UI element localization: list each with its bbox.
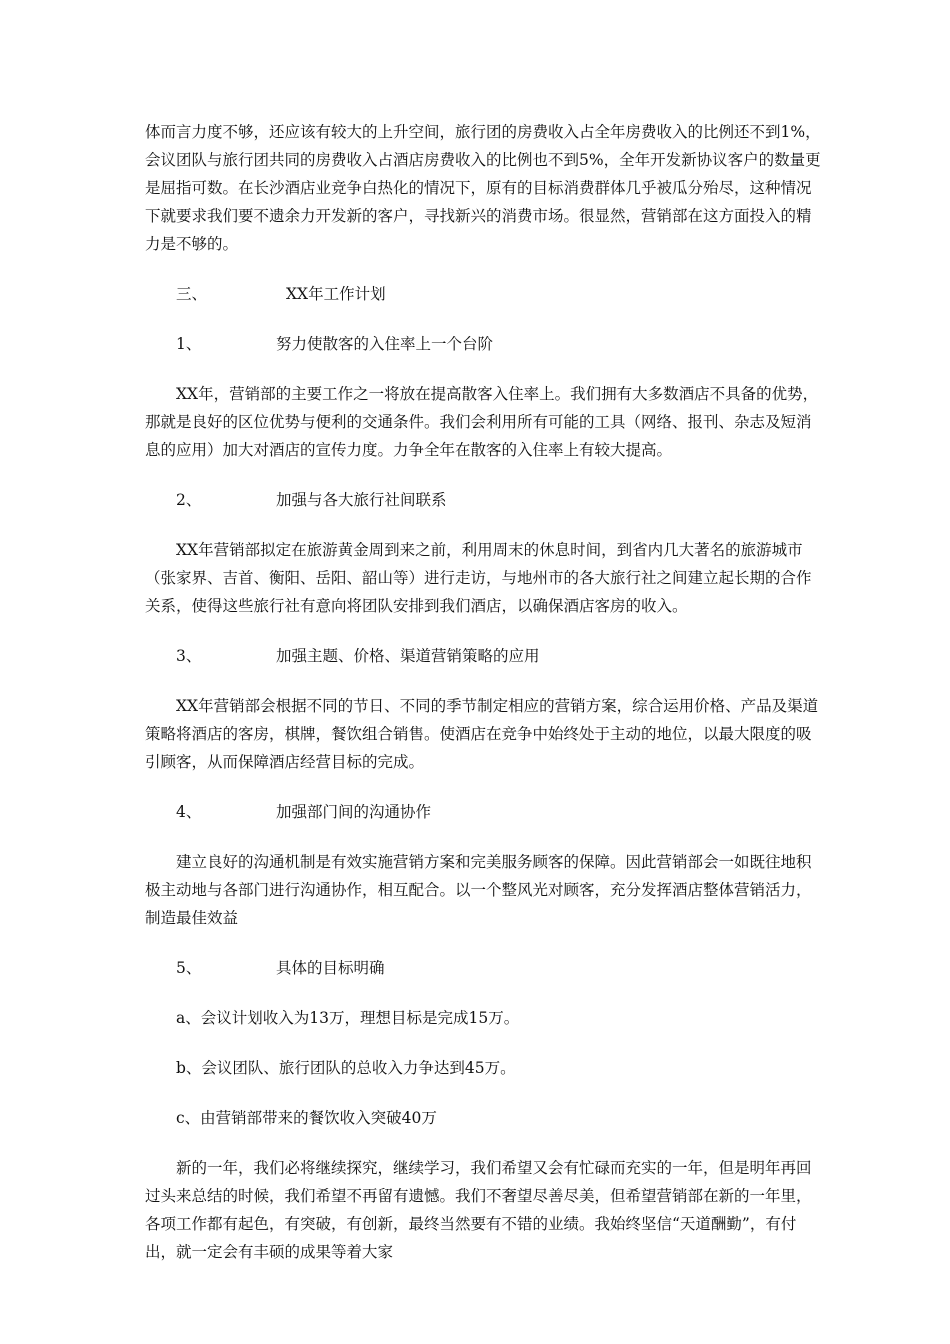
subheading-number: 2、 (176, 491, 202, 509)
list-item-c: c、由营销部带来的餐饮收入突破40万 (176, 1109, 437, 1127)
paragraph-closing: 新的一年，我们必将继续探究，继续学习，我们希望又会有忙碌而充实的一年，但是明年再回过头来总结的时候，我们希望不再留有遗憾。我们不奢望尽善尽美，但希望营销部在新的一年里，各项工作都有起色，有突破，有创新，最终当然要有不错的业绩。我始终坚信“天道酬勤”，有付出，就一定会有丰硕的成果等着大家 (145, 1159, 812, 1261)
subheading-title: 努力使散客的入住率上一个台阶 (276, 335, 494, 353)
subheading-number: 5、 (176, 959, 202, 977)
document-page (145, 118, 825, 1266)
section-heading-3 (145, 280, 825, 308)
list-item-a: a、会议计划收入为13万，理想目标是完成15万。 (176, 1009, 520, 1027)
paragraph-2: XX年营销部拟定在旅游黄金周到来之前，利用周末的休息时间，到省内几大著名的旅游城市（张家界、吉首、衡阳、岳阳、韶山等）进行走访，与地州市的各大旅行社之间建立起长期的合作关系，使得这些旅行社有意向将团队安排到我们酒店，以确保酒店客房的收入。 (145, 541, 812, 615)
subheading-title: 加强与各大旅行社间联系 (276, 491, 447, 509)
subheading-title: 加强主题、价格、渠道营销策略的应用 (276, 647, 540, 665)
subheading-title: 具体的目标明确 (276, 959, 385, 977)
subheading-5 (145, 954, 825, 982)
paragraph-1: XX年，营销部的主要工作之一将放在提高散客入住率上。我们拥有大多数酒店不具备的优势，那就是良好的区位优势与便利的交通条件。我们会利用所有可能的工具（网络、报刊、杂志及短消息的应用）加大对酒店的宣传力度。力争全年在散客的入住率上有较大提高。 (145, 385, 819, 459)
subheading-2 (145, 486, 825, 514)
section-title: XX年工作计划 (286, 285, 386, 303)
subheading-number: 4、 (176, 803, 202, 821)
subheading-title: 加强部门间的沟通协作 (276, 803, 432, 821)
paragraph-3: XX年营销部会根据不同的节日、不同的季节制定相应的营销方案，综合运用价格、产品及渠道策略将酒店的客房，棋牌，餐饮组合销售。使酒店在竞争中始终处于主动的地位，以最大限度的吸引顾客，从而保障酒店经营目标的完成。 (145, 697, 819, 771)
subheading-1 (145, 330, 825, 358)
paragraph-4: 建立良好的沟通机制是有效实施营销方案和完美服务顾客的保障。因此营销部会一如既往地积极主动地与各部门进行沟通协作，相互配合。以一个整风光对顾客，充分发挥酒店整体营销活力，制造最佳效益 (145, 853, 812, 927)
subheading-number: 3、 (176, 647, 202, 665)
subheading-4 (145, 798, 825, 826)
subheading-3 (145, 642, 825, 670)
section-number: 三、 (176, 285, 208, 303)
paragraph-intro: 体而言力度不够，还应该有较大的上升空间，旅行团的房费收入占全年房费收入的比例还不到1%，会议团队与旅行团共同的房费收入占酒店房费收入的比例也不到5%，全年开发新协议客户的数量更是屈指可数。在长沙酒店业竞争白热化的情况下，原有的目标消费群体几乎被瓜分殆尽，这种情况下就要求我们要不遗余力开发新的客户，寻找新兴的消费市场。很显然，营销部在这方面投入的精力是不够的。 (145, 123, 821, 253)
subheading-number: 1、 (176, 335, 202, 353)
list-item-b: b、会议团队、旅行团队的总收入力争达到45万。 (176, 1059, 516, 1077)
